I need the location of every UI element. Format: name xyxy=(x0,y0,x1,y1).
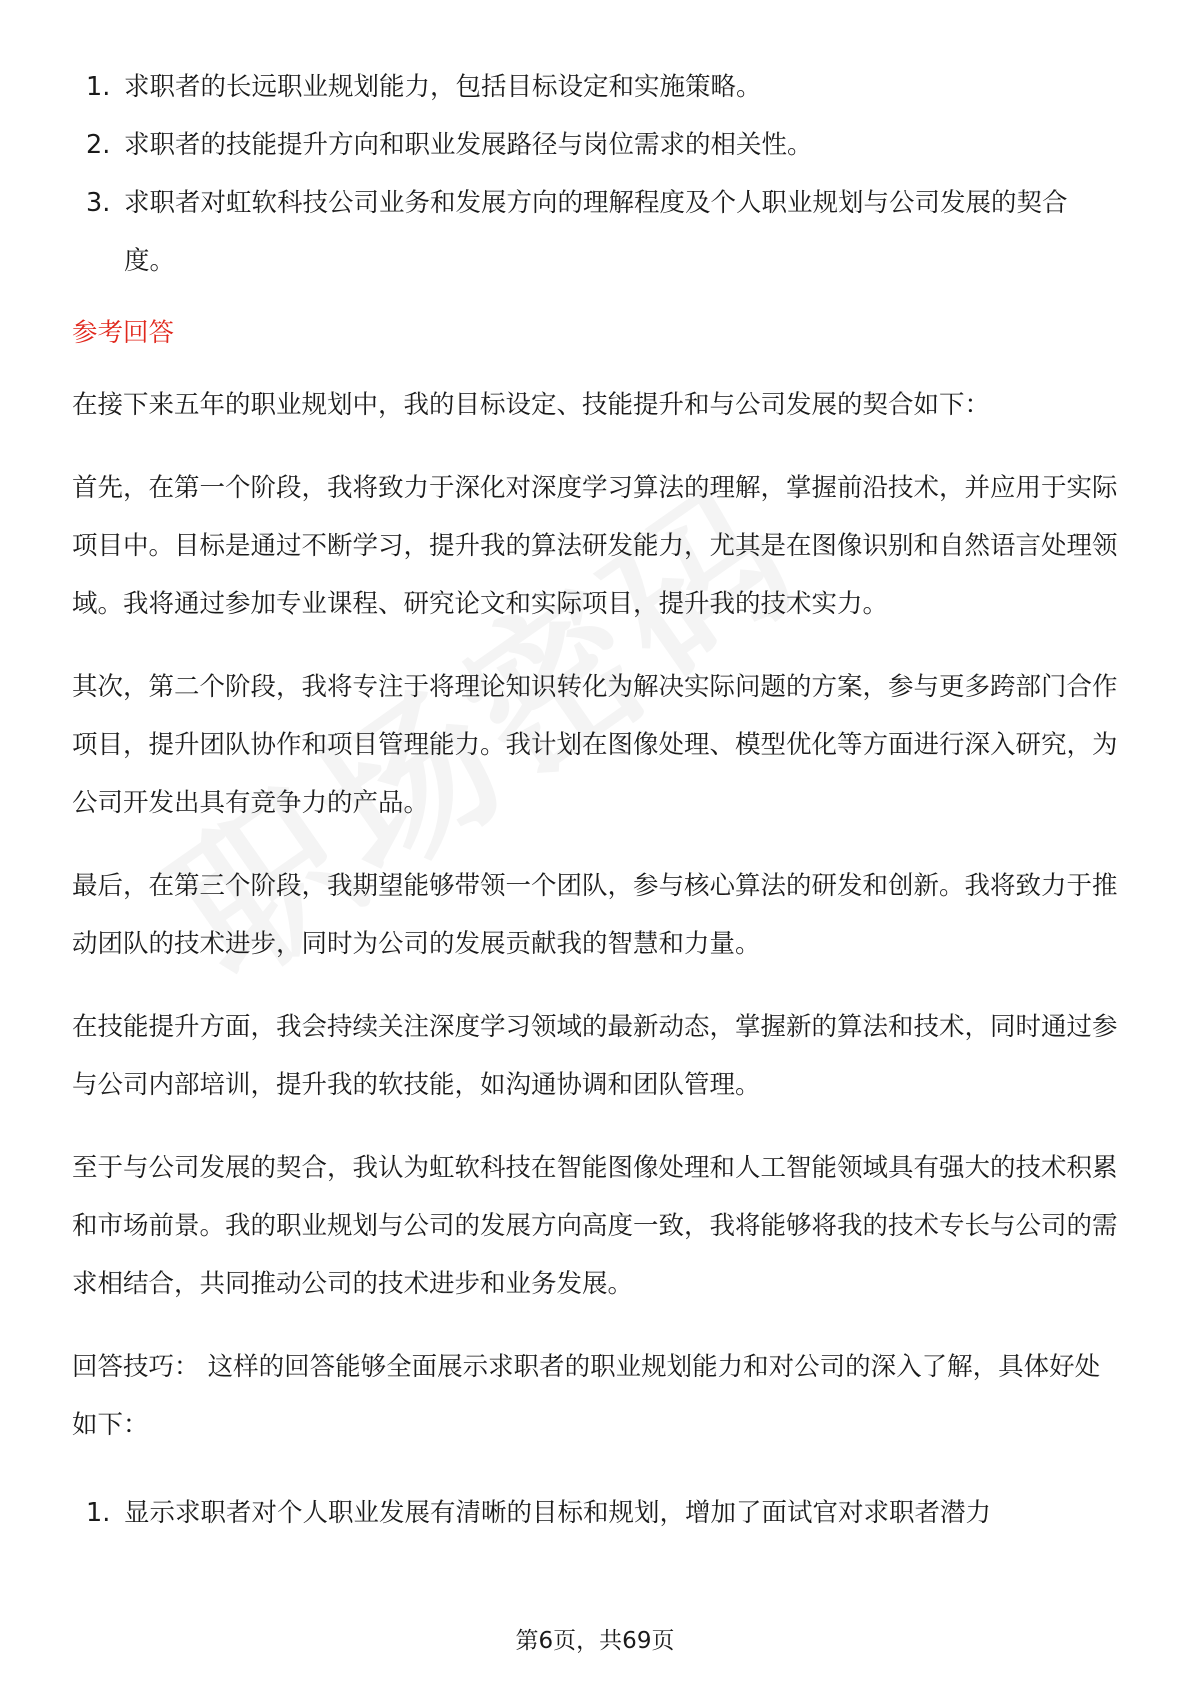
list-item xyxy=(72,58,1118,116)
section-title: 参考回答 xyxy=(72,318,175,348)
page-footer: 第6页，共69页 xyxy=(515,1628,675,1654)
criteria-list xyxy=(72,58,1118,290)
list-item xyxy=(72,174,1118,290)
list-text: 求职者的长远职业规划能力，包括目标设定和实施策略。 xyxy=(124,72,762,102)
page-content xyxy=(72,58,1118,1542)
paragraph: 其次，第二个阶段，我将专注于将理论知识转化为解决实际问题的方案，参与更多跨部门合作项目，提升团队协作和项目管理能力。我计划在图像处理、模型优化等方面进行深入研究，为公司开发出具有竞争力的产品。 xyxy=(72,672,1118,818)
paragraph: 在技能提升方面，我会持续关注深度学习领域的最新动态，掌握新的算法和技术，同时通过参与公司内部培训，提升我的软技能，如沟通协调和团队管理。 xyxy=(72,1012,1118,1100)
list-text: 求职者对虹软科技公司业务和发展方向的理解程度及个人职业规划与公司发展的契合度。 xyxy=(124,188,1068,276)
list-item xyxy=(72,1484,1118,1542)
list-number: 1. xyxy=(86,72,111,102)
list-item xyxy=(72,116,1118,174)
paragraph: 至于与公司发展的契合，我认为虹软科技在智能图像处理和人工智能领域具有强大的技术积累和市场前景。我的职业规划与公司的发展方向高度一致，我将能够将我的技术专长与公司的需求相结合，共同推动公司的技术进步和业务发展。 xyxy=(72,1153,1118,1299)
list-number: 3. xyxy=(86,188,111,218)
list-text: 求职者的技能提升方向和职业发展路径与岗位需求的相关性。 xyxy=(124,130,813,160)
paragraph: 首先，在第一个阶段，我将致力于深化对深度学习算法的理解，掌握前沿技术，并应用于实际项目中。目标是通过不断学习，提升我的算法研发能力，尤其是在图像识别和自然语言处理领域。我将通过参加专业课程、研究论文和实际项目，提升我的技术实力。 xyxy=(72,473,1118,619)
paragraph: 在接下来五年的职业规划中，我的目标设定、技能提升和与公司发展的契合如下： xyxy=(72,390,991,420)
paragraph: 回答技巧： 这样的回答能够全面展示求职者的职业规划能力和对公司的深入了解，具体好处如下： xyxy=(72,1352,1101,1440)
list-text: 显示求职者对个人职业发展有清晰的目标和规划，增加了面试官对求职者潜力 xyxy=(124,1498,992,1528)
list-number: 1. xyxy=(86,1498,111,1528)
benefits-list xyxy=(72,1484,1118,1542)
list-number: 2. xyxy=(86,130,111,160)
paragraph: 最后，在第三个阶段，我期望能够带领一个团队，参与核心算法的研发和创新。我将致力于推动团队的技术进步，同时为公司的发展贡献我的智慧和力量。 xyxy=(72,871,1118,959)
